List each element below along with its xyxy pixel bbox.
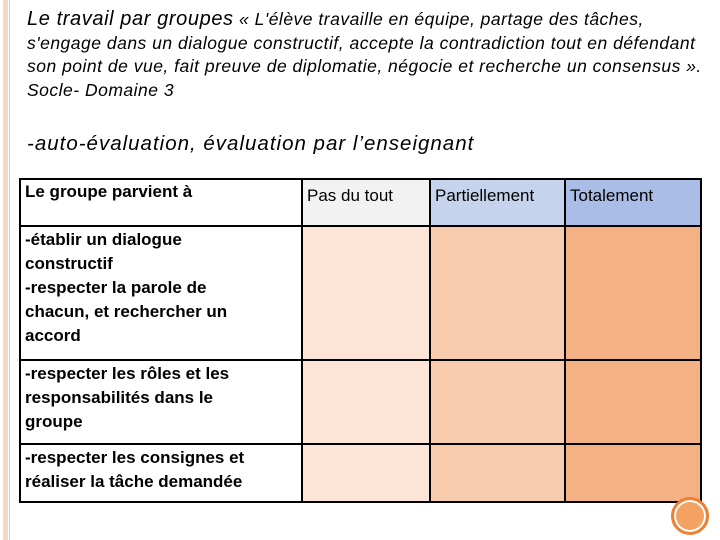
table-row [20, 444, 701, 502]
intro-title: Le travail par groupes [27, 8, 234, 30]
criterion-line: accord [25, 326, 81, 345]
rating-cell-partiellement[interactable] [430, 444, 565, 502]
grid-header-row [20, 179, 701, 226]
rating-cell-pas-du-tout[interactable] [302, 226, 430, 360]
table-row [20, 226, 701, 360]
left-decorative-bar [3, 0, 8, 540]
rating-cell-pas-du-tout[interactable] [302, 444, 430, 502]
header-level-totalement: Totalement [565, 179, 701, 226]
criterion-line: constructif [25, 254, 113, 273]
criterion-line: -respecter les rôles et les [25, 364, 230, 383]
rating-cell-totalement[interactable] [565, 226, 701, 360]
left-decorative-line [9, 0, 10, 540]
rating-cell-pas-du-tout[interactable] [302, 360, 430, 444]
criterion-dialogue [20, 226, 302, 360]
rating-cell-totalement[interactable] [565, 360, 701, 444]
criterion-line: -établir un dialogue [25, 230, 182, 249]
criterion-roles [20, 360, 302, 444]
criterion-line: réaliser la tâche demandée [25, 472, 243, 491]
rating-cell-partiellement[interactable] [430, 360, 565, 444]
table-row [20, 360, 701, 444]
header-criterion: Le groupe parvient à [20, 179, 302, 226]
decorative-circle [671, 497, 709, 535]
criterion-line: groupe [25, 412, 83, 431]
header-level-partiellement: Partiellement [430, 179, 565, 226]
intro-paragraph [27, 8, 713, 102]
evaluation-subtitle: -auto-évaluation, évaluation par l’enseignant [27, 132, 475, 155]
criterion-line: responsabilités dans le [25, 388, 214, 407]
header-level-pas-du-tout: Pas du tout [302, 179, 430, 226]
rating-cell-totalement[interactable] [565, 444, 701, 502]
criterion-line: -respecter les consignes et [25, 448, 245, 467]
criterion-consignes [20, 444, 302, 502]
rating-cell-partiellement[interactable] [430, 226, 565, 360]
criterion-line: -respecter la parole de [25, 278, 207, 297]
criterion-line: chacun, et rechercher un [25, 302, 228, 321]
evaluation-grid [19, 178, 702, 503]
intro-text: « L'élève travaille en équipe, partage des tâches, s'engage dans un dialogue constructif, accepte la contradiction tout en défendant son point de vue, fait preuve de diplomatie, négocie et recherche un consensus ». Socle- Domaine 3 [27, 9, 702, 100]
